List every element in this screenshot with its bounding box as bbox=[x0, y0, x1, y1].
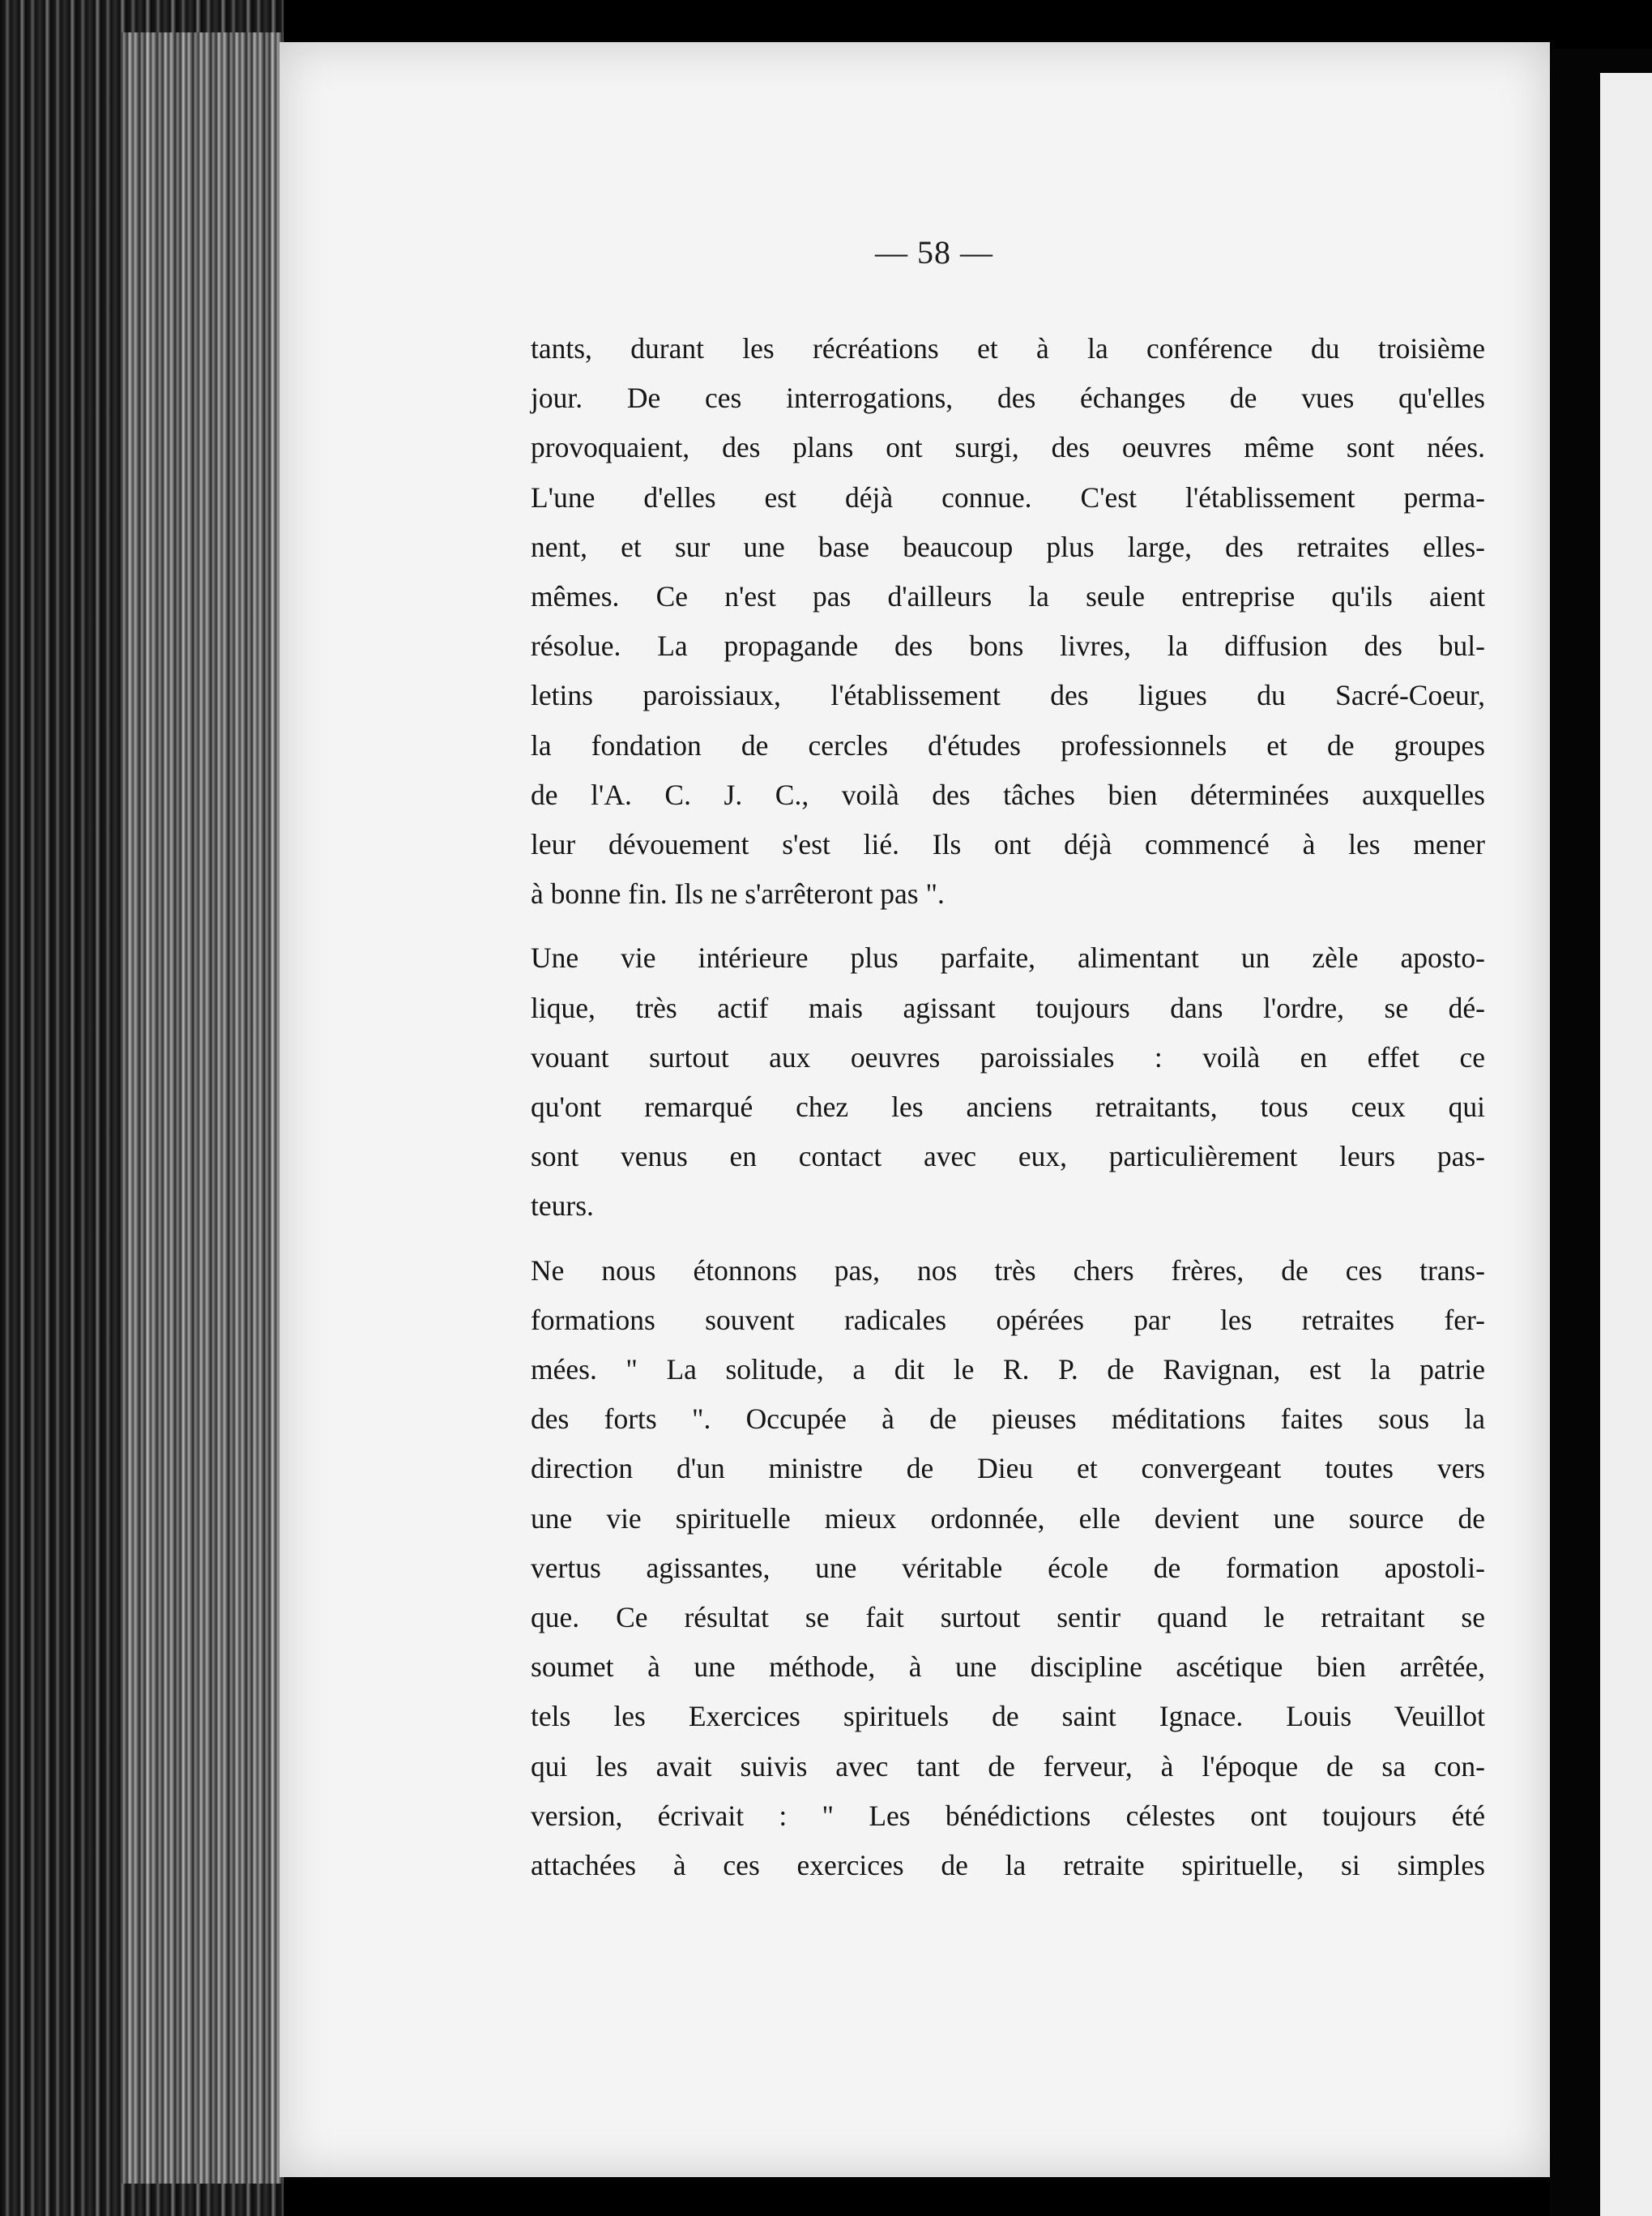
text-line: provoquaient, des plans ont surgi, des oeuvres même sont nées. bbox=[531, 431, 1485, 464]
text-line: formations souvent radicales opérées par les retraites fer- bbox=[531, 1303, 1485, 1336]
text-line: jour. De ces interrogations, des échanges de vues qu'elles bbox=[531, 382, 1485, 415]
text-line: teurs. bbox=[531, 1189, 594, 1223]
paragraph-3 bbox=[531, 1246, 1485, 1891]
text-line: lique, très actif mais agissant toujours dans l'ordre, se dé- bbox=[531, 991, 1485, 1024]
text-line: leur dévouement s'est lié. Ils ont déjà commencé à les mener bbox=[531, 828, 1485, 861]
text-line: attachées à ces exercices de la retraite spirituelle, si simples bbox=[531, 1849, 1485, 1882]
page-edges bbox=[122, 32, 284, 2184]
text-line: mées. " La solitude, a dit le R. P. de Ravignan, est la patrie bbox=[531, 1353, 1485, 1386]
text-line: version, écrivait : " Les bénédictions célestes ont toujours été bbox=[531, 1799, 1485, 1832]
text-line: sont venus en contact avec eux, particulièrement leurs pas- bbox=[531, 1140, 1485, 1173]
paragraph-1 bbox=[531, 324, 1485, 919]
text-line: direction d'un ministre de Dieu et convergeant toutes vers bbox=[531, 1452, 1485, 1485]
text-line: nent, et sur une base beaucoup plus large, des retraites elles- bbox=[531, 530, 1485, 563]
text-line: à bonne fin. Ils ne s'arrêteront pas ". bbox=[531, 877, 945, 911]
text-line: de l'A. C. J. C., voilà des tâches bien déterminées auxquelles bbox=[531, 778, 1485, 811]
text-line: mêmes. Ce n'est pas d'ailleurs la seule entreprise qu'ils aient bbox=[531, 580, 1485, 613]
text-line: une vie spirituelle mieux ordonnée, elle devient une source de bbox=[531, 1501, 1485, 1535]
text-line: letins paroissiaux, l'établissement des ligues du Sacré-Coeur, bbox=[531, 679, 1485, 712]
text-line: que. Ce résultat se fait surtout sentir quand le retraitant se bbox=[531, 1601, 1485, 1634]
text-line: vertus agissantes, une véritable école de formation apostoli- bbox=[531, 1551, 1485, 1584]
text-line: vouant surtout aux oeuvres paroissiales : voilà en effet ce bbox=[531, 1040, 1485, 1074]
facing-page-edge bbox=[1600, 73, 1652, 2216]
text-line: qui les avait suivis avec tant de ferveur, à l'époque de sa con- bbox=[531, 1749, 1485, 1783]
page-number: — 58 — bbox=[875, 234, 993, 271]
text-line: soumet à une méthode, à une discipline ascétique bien arrêtée, bbox=[531, 1650, 1485, 1684]
body-text bbox=[531, 324, 1485, 1890]
paragraph-2 bbox=[531, 933, 1485, 1231]
text-line: qu'ont remarqué chez les anciens retraitants, tous ceux qui bbox=[531, 1091, 1485, 1124]
text-line: résolue. La propagande des bons livres, la diffusion des bul- bbox=[531, 630, 1485, 663]
text-line: des forts ". Occupée à de pieuses méditations faites sous la bbox=[531, 1403, 1485, 1436]
text-line: la fondation de cercles d'études professionnels et de groupes bbox=[531, 728, 1485, 762]
text-line: tels les Exercices spirituels de saint Ignace. Louis Veuillot bbox=[531, 1700, 1485, 1733]
text-line: Une vie intérieure plus parfaite, alimentant un zèle aposto- bbox=[531, 941, 1485, 975]
text-line: L'une d'elles est déjà connue. C'est l'établissement perma- bbox=[531, 480, 1485, 514]
text-line: tants, durant les récréations et à la conférence du troisième bbox=[531, 332, 1485, 365]
text-line: Ne nous étonnons pas, nos très chers frères, de ces trans- bbox=[531, 1253, 1485, 1287]
